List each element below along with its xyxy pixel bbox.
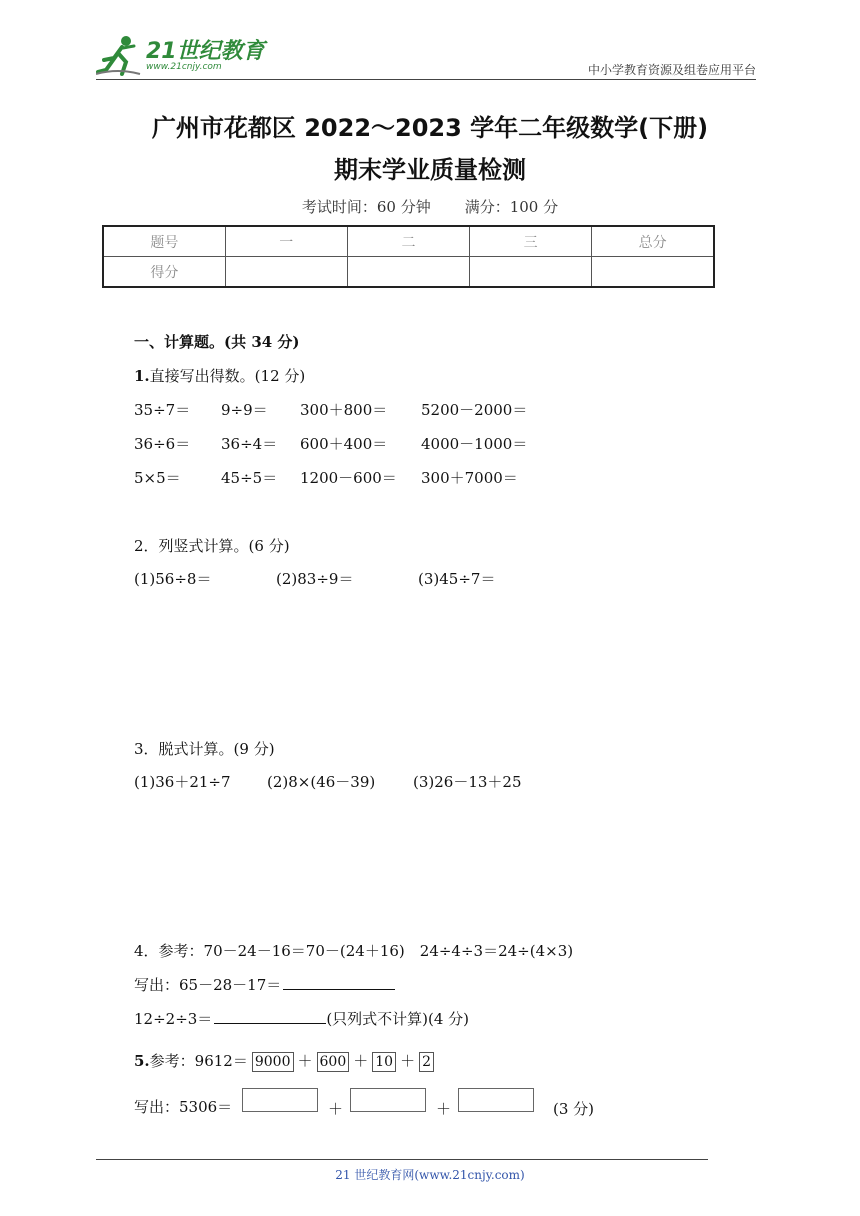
question-4-title: 4．参考：70－24－16＝70－(24＋16) 24÷4÷3＝24÷(4×3) [134, 942, 574, 960]
score-row-label: 得分 [103, 257, 225, 288]
score-header-cell: 二 [347, 226, 469, 257]
question-5-write-label: 写出：5306＝ [134, 1098, 233, 1116]
calc-item: 5200－2000＝ [421, 401, 528, 419]
platform-label: 中小学教育资源及组卷应用平台 [587, 63, 756, 77]
calc-item: 4000－1000＝ [421, 435, 528, 453]
answer-blank[interactable] [214, 1022, 326, 1024]
score-table-score-row [103, 257, 714, 288]
score-table-header-row [103, 226, 714, 257]
ref-box: 9000 [252, 1052, 294, 1072]
ref-box: 600 [317, 1052, 350, 1072]
score-header-cell: 一 [225, 226, 347, 257]
vertical-calc-item: (3)45÷7＝ [418, 570, 496, 588]
plus-sign: ＋ [328, 1100, 344, 1118]
plus-sign: ＋ [436, 1100, 452, 1118]
logo-text: 21世纪教育 [146, 39, 265, 64]
answer-box[interactable] [242, 1088, 318, 1112]
exam-time: 考试时间：60 分钟 [301, 198, 431, 216]
score-cell[interactable] [225, 257, 347, 288]
runner-icon [96, 34, 142, 78]
ref-box: 2 [419, 1052, 434, 1072]
question-5-score: (3 分) [553, 1100, 595, 1118]
section-title: 一、计算题。(共 34 分) [134, 333, 300, 351]
footer-link[interactable]: 21 世纪教育网(www.21cnjy.com) [335, 1168, 525, 1182]
answer-blank[interactable] [283, 988, 395, 990]
calc-item: 45÷5＝ [221, 469, 278, 487]
score-cell[interactable] [470, 257, 592, 288]
question-1-title: 1.直接写出得数。(12 分) [134, 367, 306, 385]
vertical-calc-item: (2)83÷9＝ [276, 570, 354, 588]
exam-info [0, 196, 860, 217]
score-header-cell: 题号 [103, 226, 225, 257]
step-calc-item: (3)26－13＋25 [413, 773, 522, 791]
ref-box: 10 [372, 1052, 396, 1072]
question-4-line1: 写出：65－28－17＝ [134, 974, 395, 995]
calc-item: 36÷4＝ [221, 435, 278, 453]
calc-item: 35÷7＝ [134, 401, 191, 419]
exam-title: 广州市花都区 2022～2023 学年二年级数学(下册) [151, 114, 709, 142]
score-header-cell: 三 [470, 226, 592, 257]
question-2-title: 2．列竖式计算。(6 分) [134, 537, 290, 555]
logo-url: www.21cnjy.com [146, 62, 222, 72]
calc-item: 36÷6＝ [134, 435, 191, 453]
score-table [102, 225, 715, 288]
header-divider [96, 79, 756, 80]
exam-subtitle: 期末学业质量检测 [334, 156, 526, 184]
step-calc-item: (1)36＋21÷7 [134, 773, 231, 791]
score-header-cell: 总分 [592, 226, 714, 257]
calc-item: 1200－600＝ [300, 469, 397, 487]
step-calc-item: (2)8×(46－39) [267, 773, 376, 791]
calc-item: 300＋800＝ [300, 401, 388, 419]
calc-item: 9÷9＝ [221, 401, 268, 419]
calc-item: 600＋400＝ [300, 435, 388, 453]
exam-full-score: 满分：100 分 [464, 198, 559, 216]
question-5-reference: 5.参考：9612＝ 9000 ＋ 600 ＋ 10 ＋ 2 [134, 1050, 438, 1072]
site-logo [96, 34, 266, 78]
question-4-line2: 12÷2÷3＝ (只列式不计算)(4 分) [134, 1010, 470, 1028]
score-cell[interactable] [592, 257, 714, 288]
calc-item: 5×5＝ [134, 469, 181, 487]
footer-divider [96, 1159, 708, 1160]
vertical-calc-item: (1)56÷8＝ [134, 570, 212, 588]
calc-item: 300＋7000＝ [421, 469, 518, 487]
answer-box[interactable] [350, 1088, 426, 1112]
question-3-title: 3．脱式计算。(9 分) [134, 740, 275, 758]
score-cell[interactable] [347, 257, 469, 288]
answer-box[interactable] [458, 1088, 534, 1112]
